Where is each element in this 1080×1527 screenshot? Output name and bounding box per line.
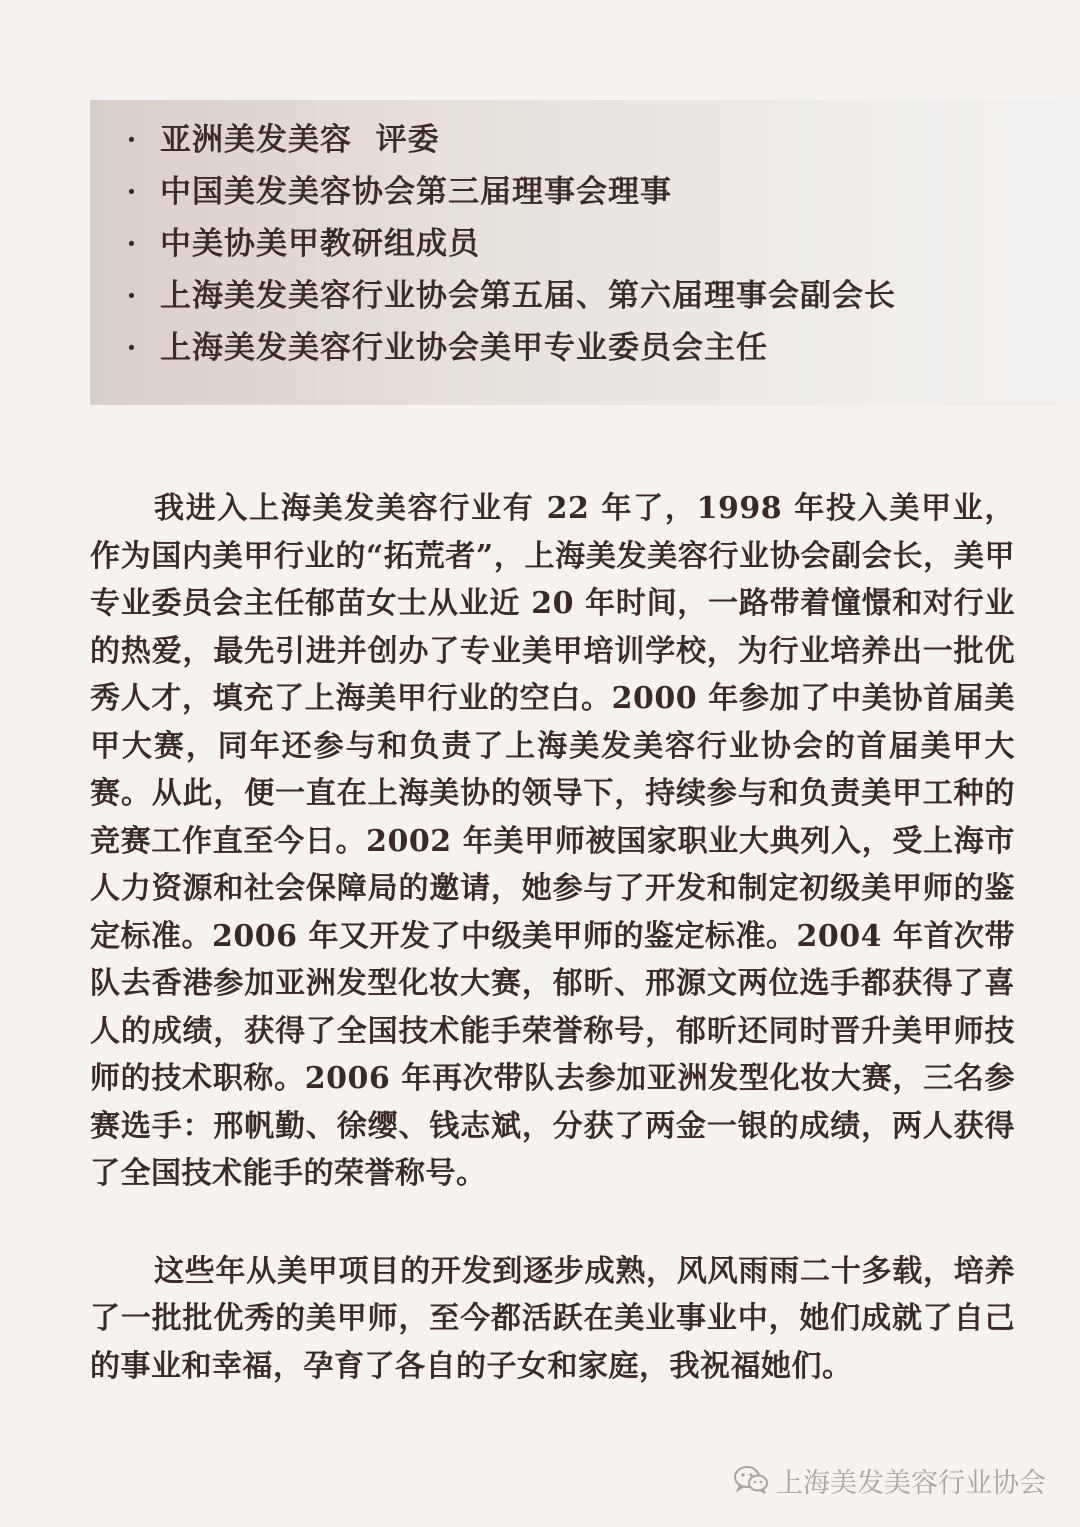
bullet-icon: · <box>126 227 138 260</box>
article-paragraph: 我进入上海美发美容行业有 22 年了，1998 年投入美甲业，作为国内美甲行业的“拓荒者”，上海美发美容行业协会副会长，美甲专业委员会主任郁苗女士从业近 20 年时间，一路带着憧憬和对行业的热爱，最先引进并创办了专业美甲培训学校，为行业培养出一批优秀人才，填充了上海美甲行业的空白。2000 年参加了中美协首届美甲大赛，同年还参与和负责了上海美发美容行业协会的首届美甲大赛。从此，便一直在上海美协的领导下，持续参与和负责美甲工种的竞赛工作直至今日。2002 年美甲师被国家职业大典列入，受上海市人力资源和社会保障局的邀请，她参与了开发和制定初级美甲师的鉴定标准。2006 年又开发了中级美甲师的鉴定标准。2004 年首次带队去香港参加亚洲发型化妆大赛，郁昕、邢源文两位选手都获得了喜人的成绩，获得了全国技术能手荣誉称号，郁昕还同时晋升美甲师技师的技术职称。2006 年再次带队去参加亚洲发型化妆大赛，三名参赛选手：邢帆勤、徐缨、钱志斌，分获了两金一银的成绩，两人获得了全国技术能手的荣誉称号。 <box>90 491 1015 1191</box>
honors-item <box>120 322 896 374</box>
honors-item <box>120 166 896 218</box>
watermark-text: 上海美发美容行业协会 <box>776 1467 1046 1499</box>
bullet-icon: · <box>126 175 138 208</box>
honors-item-label: 上海美发美容行业协会美甲专业委员会主任 <box>160 330 768 366</box>
honors-item <box>120 114 896 166</box>
honors-item-label: 上海美发美容行业协会第五届、第六届理事会副会长 <box>160 278 896 314</box>
honors-list <box>120 114 896 374</box>
watermark <box>732 1460 1046 1500</box>
wechat-icon <box>732 1464 770 1496</box>
honors-item-label: 亚洲美发美容 评委 <box>160 122 440 158</box>
article-body <box>90 485 1015 1390</box>
honors-item <box>120 218 896 270</box>
bullet-icon: · <box>126 123 138 156</box>
honors-item <box>120 270 896 322</box>
article-paragraph: 这些年从美甲项目的开发到逐步成熟，风风雨雨二十多载，培养了一批批优秀的美甲师，至今都活跃在美业事业中，她们成就了自己的事业和幸福，孕育了各自的子女和家庭，我祝福她们。 <box>90 1253 1015 1384</box>
honors-item-label: 中美协美甲教研组成员 <box>160 226 480 262</box>
honors-item-label: 中国美发美容协会第三届理事会理事 <box>160 174 672 210</box>
bullet-icon: · <box>126 279 138 312</box>
bullet-icon: · <box>126 331 138 364</box>
honors-panel <box>90 100 1080 405</box>
